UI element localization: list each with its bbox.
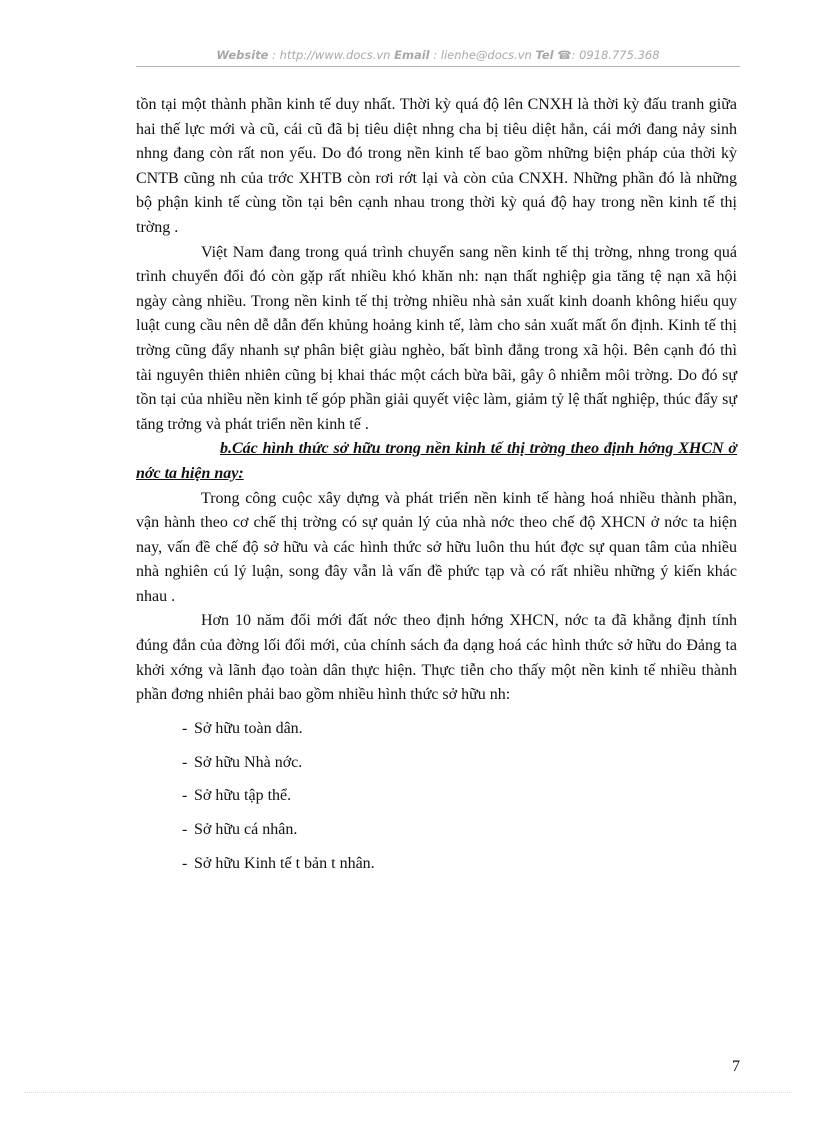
section-subheading: b.Các hình thức sở hữu trong nền kinh tế thị trờng theo định hớng XHCN ở nớc ta hiện nay:: [136, 440, 737, 482]
paragraph-1: tồn tại một thành phần kinh tế duy nhất. Thời kỳ quá độ lên CNXH là thời kỳ đấu tranh giữa hai thế lực mới và cũ, cái cũ đã bị tiêu diệt nhng cha bị tiêu diệt hẳn, cái mới đang nảy sinh nhng đang còn rất non yếu. Do đó trong nền kinh tế bao gồm những biện pháp của thời kỳ CNTB cũng nh của trớc XHTB còn rơi rớt lại và còn của CNXH. Những phần đó là những bộ phận kinh tế cùng tồn tại bên cạnh nhau trong thời kỳ quá độ hay trong nền kinh tế thị trờng .: [136, 96, 737, 236]
list-item: [182, 784, 737, 809]
list-item: [182, 818, 737, 843]
tel-value: ☎: 0918.775.368: [553, 48, 660, 62]
list-item: [182, 751, 737, 776]
tel-label: Tel: [535, 48, 554, 62]
document-body: [136, 93, 737, 886]
list-item-text: Sở hữu Kinh tế t bản t nhân.: [194, 854, 375, 872]
website-label: Website: [216, 48, 269, 62]
list-item-text: Sở hữu tập thể.: [194, 787, 292, 805]
paragraph-4: Hơn 10 năm đổi mới đất nớc theo định hớng XHCN, nớc ta đã khẳng định tính đúng đắn của đờng lối đổi mới, của chính sách đa dạng hoá các hình thức sở hữu do Đảng ta khởi xớng và lãnh đạo toàn dân thực hiện. Thực tiễn cho thấy một nền kinh tế nhiều thành phần đơng nhiên phải bao gồm nhiều hình thức sở hữu nh:: [136, 612, 737, 704]
list-item-text: Sở hữu cá nhân.: [194, 821, 298, 839]
ownership-forms-list: [136, 717, 737, 877]
paragraph-3: Trong công cuộc xây dựng và phát triển nền kinh tế hàng hoá nhiều thành phần, vận hành theo cơ chế thị trờng có sự quản lý của nhà nớc theo chế độ XHCN ở nớc ta hiện nay, vấn đề chế độ sở hữu và các hình thức sở hữu luôn thu hút đợc sự quan tâm của nhiều nhà nghiên cú lý luận, song đây vẫn là vấn đề phức tạp và có rất nhiều những ý kiến khác nhau .: [136, 489, 737, 605]
list-item-text: Sở hữu toàn dân.: [194, 719, 303, 737]
page-header: [136, 48, 740, 62]
page-number: 7: [732, 1058, 740, 1075]
list-item-text: Sở hữu Nhà nớc.: [194, 753, 303, 771]
footer-divider: [24, 1092, 792, 1093]
bullet-dash: -: [182, 719, 188, 737]
paragraph-2: Việt Nam đang trong quá trình chuyển sang nền kinh tế thị trờng, nhng trong quá trình chuyển đổi đó còn gặp rất nhiều khó khăn nh: nạn thất nghiệp gia tăng tệ nạn xã hội ngày càng nhiều. Trong nền kinh tế thị trờng nhiều nhà sản xuất kinh doanh không hiểu quy luật cung cầu nên dễ dẫn đến khủng hoảng kinh tế, làm cho sản xuất mất ổn định. Kinh tế thị trờng cũng đẩy nhanh sự phân biệt giàu nghèo, bất bình đẳng trong xã hội. Bên cạnh đó thì tài nguyên thiên nhiên cũng bị khai thác một cách bừa bãi, gây ô nhiễm môi trờng. Do đó sự tồn tại của nhiều nền kinh tế góp phần giải quyết việc làm, giảm tỷ lệ thất nghiệp, thúc đẩy sự tăng trởng và phát triển nền kinh tế .: [136, 243, 737, 433]
bullet-dash: -: [182, 821, 188, 839]
email-value: : lienhe@docs.vn: [429, 48, 536, 62]
bullet-dash: -: [182, 787, 188, 805]
bullet-dash: -: [182, 854, 188, 872]
email-label: Email: [394, 48, 430, 62]
header-divider: [136, 66, 740, 67]
list-item: [182, 852, 737, 877]
list-item: [182, 717, 737, 742]
website-value: : http://www.docs.vn: [268, 48, 395, 62]
bullet-dash: -: [182, 753, 188, 771]
